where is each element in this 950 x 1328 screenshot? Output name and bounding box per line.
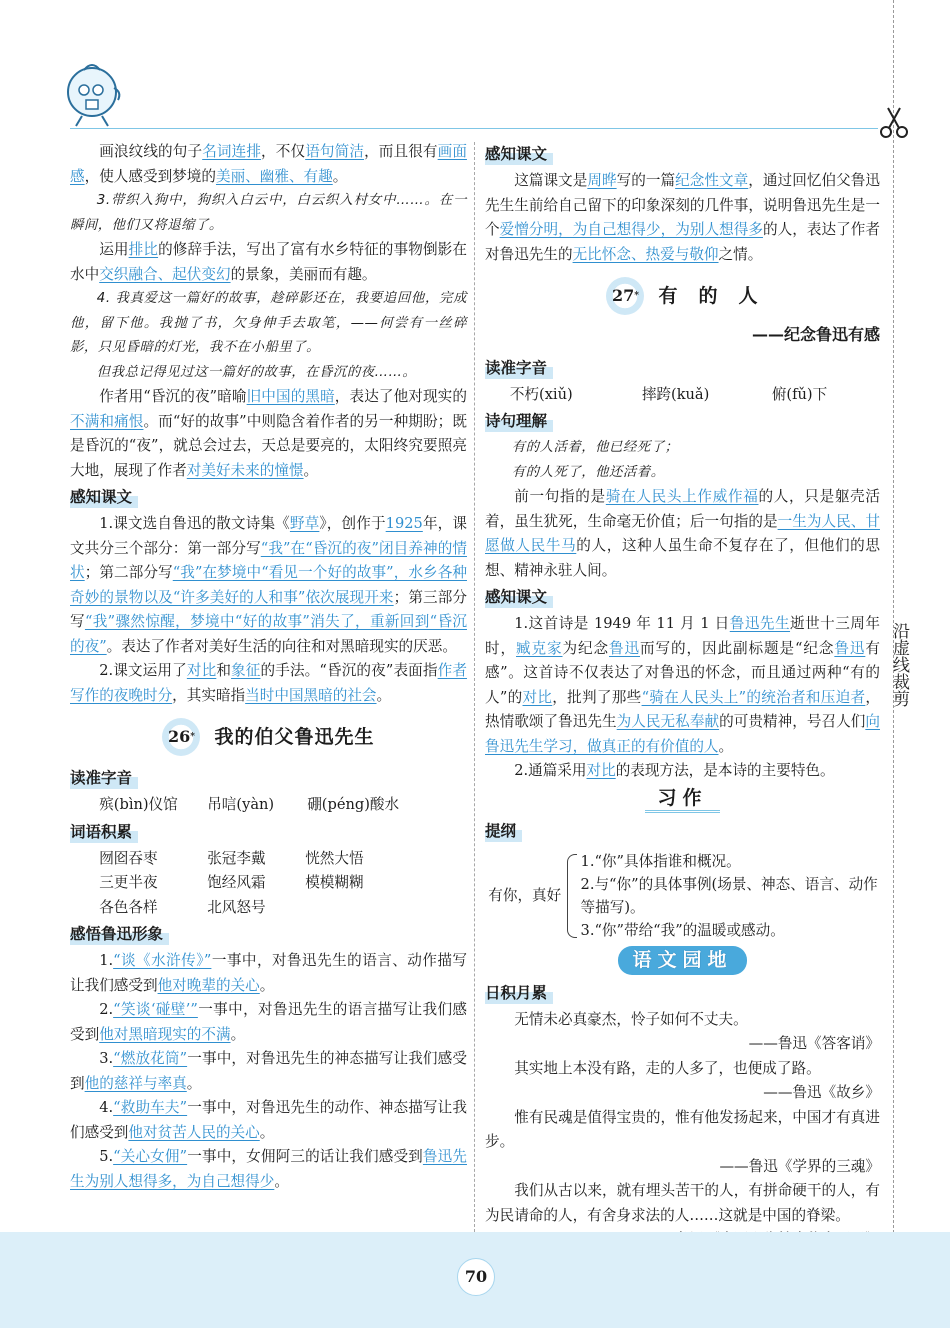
list-item: 5.“关心女佣”一事中，女佣阿三的话让我们感受到鲁迅先生为别人想得多，为自己想得少。: [70, 1148, 467, 1190]
word-item: 模模糊糊: [305, 874, 364, 891]
list-item: 1.“谈《水浒传》”一事中，对鲁迅先生的语言、动作描写让我们感受到他对晚辈的关心。: [70, 952, 467, 994]
word-item: 饱经风霜: [207, 874, 266, 891]
outline-items: [581, 850, 880, 942]
paragraph: 2.通篇采用对比的表现方法，是本诗的主要特色。: [514, 762, 835, 779]
paragraph: 画浪纹线的句子名词连排，不仅语句简洁，而且很有画面感，使人感受到梦境的美丽、幽雅、有趣。: [70, 143, 467, 185]
word-item: 各色各样: [99, 898, 158, 916]
banner-label: 习作: [645, 786, 719, 814]
paragraph: 2.课文运用了对比和象征的手法。“昏沉的夜”表面指作者写作的夜晚时分，其实暗指当时中国黑暗的社会。: [70, 662, 467, 704]
paragraph: 1.这首诗是 1949 年 11 月 1 日鲁迅先生逝世十三周年时，臧克家为纪念鲁迅而写的，因此副标题是“纪念鲁迅有感”。这首诗不仅表达了对鲁迅的怀念，而且通过两种“有的人”的对比，批判了那些“骑在人民头上”的统治者和压迫者，热情歌颂了鲁迅先生为人民无私奉献的可贵精神，号召人们向鲁迅先生学习，做真正的有价值的人。: [485, 615, 880, 755]
paragraph: 1.课文选自鲁迅的散文诗集《野草》，创作于1925年，课文共分三个部分：第一部分写“我”在“昏沉的夜”闭目养神的情状；第二部分写“我”在梦境中“看见一个好的故事”，水乡各种奇妙的景物以及“许多美好的人和事”依次展现开来；第三部分写“我”骤然惊醒，梦境中“好的故事”消失了，重新回到“昏沉的夜”。表达了作者对美好生活的向往和对黑暗现实的厌恶。: [70, 515, 467, 655]
pronunciation-row: [485, 383, 880, 408]
word-item: 三更半夜: [99, 874, 158, 891]
header-rule: [70, 128, 878, 129]
pron-item: 硼(péng)酸水: [307, 796, 400, 813]
pron-item: 不朽(xiǔ): [509, 385, 573, 403]
outline-item: 3.“你”带给“我”的温暖或感动。: [580, 922, 785, 939]
lesson-subtitle: ——纪念鲁迅有感: [751, 325, 880, 344]
pron-item: 摔跨(kuǎ): [641, 385, 710, 403]
right-column: [485, 140, 880, 1253]
quote-source: ——鲁迅《答客诮》: [748, 1035, 880, 1052]
quote-source: ——鲁迅《学界的三魂》: [719, 1157, 880, 1175]
section-heading: 读准字音: [70, 767, 138, 791]
quote: 其实地上本没有路，走的人多了，也便成了路。: [514, 1059, 821, 1077]
quote: 惟有民魂是值得宝贵的，惟有他发扬起来，中国才有真进步。: [485, 1108, 880, 1150]
lesson-title: 我的伯父鲁迅先生: [214, 725, 375, 748]
word-row: [70, 896, 467, 921]
paragraph: 这篇课文是周晔写的一篇纪念性文章，通过回忆伯父鲁迅先生生前给自己留下的印象深刻的几件事，说明鲁迅先生是一个爱憎分明，为自己想得少，为别人想得多的人，表达了作者对鲁迅先生的无比怀念、热爱与敬仰之情。: [485, 172, 880, 263]
banner-garden: [485, 946, 880, 975]
quote-source: ——鲁迅《故乡》: [763, 1084, 880, 1101]
quote: 我们从古以来，就有埋头苦干的人，有拼命硬干的人，有为民请命的人，有舍身求法的人……这就是中国的脊梁。: [485, 1182, 880, 1224]
outline-item: 1.“你”具体指谁和概况。: [580, 853, 741, 870]
list-item: 4.“救助车夫”一事中，对鲁迅先生的动作、神态描写让我们感受到他对贫苦人民的关心。: [70, 1099, 467, 1141]
quote-paragraph: 3.带织入狗中，狗织入白云中，白云织入村女中……。在一瞬间，他们又将退缩了。: [70, 193, 467, 233]
scissors-icon: [878, 104, 910, 140]
section-heading: 感知课文: [485, 143, 553, 167]
section-heading: 感知课文: [485, 586, 553, 610]
list-item: 2.“笑谈‘碰壁’”一事中，对鲁迅先生的语言描写让我们感受到他对黑暗现实的不满。: [70, 1001, 467, 1043]
mascot-logo-icon: [62, 58, 128, 130]
section-heading: 读准字音: [485, 357, 553, 381]
pron-item: 俯(fǔ)下: [771, 385, 828, 403]
lesson-title-27: [485, 277, 880, 315]
section-heading: 词语积累: [70, 821, 138, 845]
quote-paragraph: 4. 我真爱这一篇好的故事，趁碎影还在，我要追回他，完成他，留下他。我抛了书，欠身伸手去取笔，——何尝有一丝碎影，只见昏暗的灯光，我不在小船里了。: [70, 291, 467, 355]
verse-line: 有的人死了，他还活着。: [511, 464, 665, 480]
paragraph: 前一句指的是骑在人民头上作威作福的人，只是躯壳活着，虽生犹死，生命毫无价值；后一句指的是一生为人民、甘愿做人民牛马的人，这种人虽生命不复存在了，但他们的思想、精神永驻人间。: [485, 488, 880, 579]
section-heading: 感悟鲁迅形象: [70, 923, 169, 947]
word-row: [70, 847, 467, 872]
page-number: 70: [457, 1258, 495, 1296]
banner-writing: [485, 786, 880, 814]
lesson-title: 有 的 人: [658, 284, 759, 307]
left-column: [70, 140, 467, 1194]
writing-outline: [485, 850, 880, 942]
word-item: 囫囵吞枣: [99, 849, 158, 867]
column-separator: [474, 142, 475, 1232]
paragraph: 作者用“昏沉的夜”暗喻旧中国的黑暗，表达了他对现实的不满和痛恨。而“好的故事”中则隐含着作者的另一种期盼；既是昏沉的“夜”，就总会过去，天总是要亮的，太阳终究要照亮大地，展现了作者对美好未来的憧憬。: [70, 388, 467, 479]
lesson-number-badge: 26 *: [162, 718, 200, 756]
pron-item: 殡(bìn)仪馆: [99, 796, 178, 813]
pron-item: 吊唁(yàn): [207, 796, 275, 813]
outline-label: 有你，真好: [488, 886, 562, 904]
section-heading: 诗句理解: [485, 410, 553, 434]
lesson-number-badge: 27 *: [606, 277, 644, 315]
section-heading: 感知课文: [70, 486, 138, 510]
lesson-title-26: [70, 718, 467, 756]
word-row: [70, 871, 467, 896]
paragraph: 运用排比的修辞手法，写出了富有水乡特征的事物倒影在水中交织融合、起伏变幻的景象，美丽而有趣。: [70, 241, 467, 283]
word-item: 张冠李戴: [207, 849, 266, 867]
verse-line: 有的人活着，他已经死了；: [511, 440, 679, 455]
section-heading: 提纲: [485, 820, 522, 844]
quote: 无情未必真豪杰，怜子如何不丈夫。: [514, 1010, 748, 1028]
list-item: 3.“燃放花筒”一事中，对鲁迅先生的神态描写让我们感受到他的慈祥与率真。: [70, 1050, 467, 1092]
outline-item: 2.与“你”的具体事例(场景、神态、语言、动作等描写)。: [580, 876, 878, 916]
side-note: 沿虚线裁剪: [889, 622, 909, 707]
pronunciation-row: [70, 793, 467, 818]
word-item: 恍然大悟: [305, 849, 364, 867]
word-item: 北风怒号: [207, 898, 266, 916]
brace-icon: [567, 854, 576, 938]
quote-paragraph: 但我总记得见过这一篇好的故事，在昏沉的夜……。: [96, 364, 417, 380]
section-heading: 日积月累: [485, 982, 553, 1006]
banner-label: 语文园地: [618, 946, 746, 975]
